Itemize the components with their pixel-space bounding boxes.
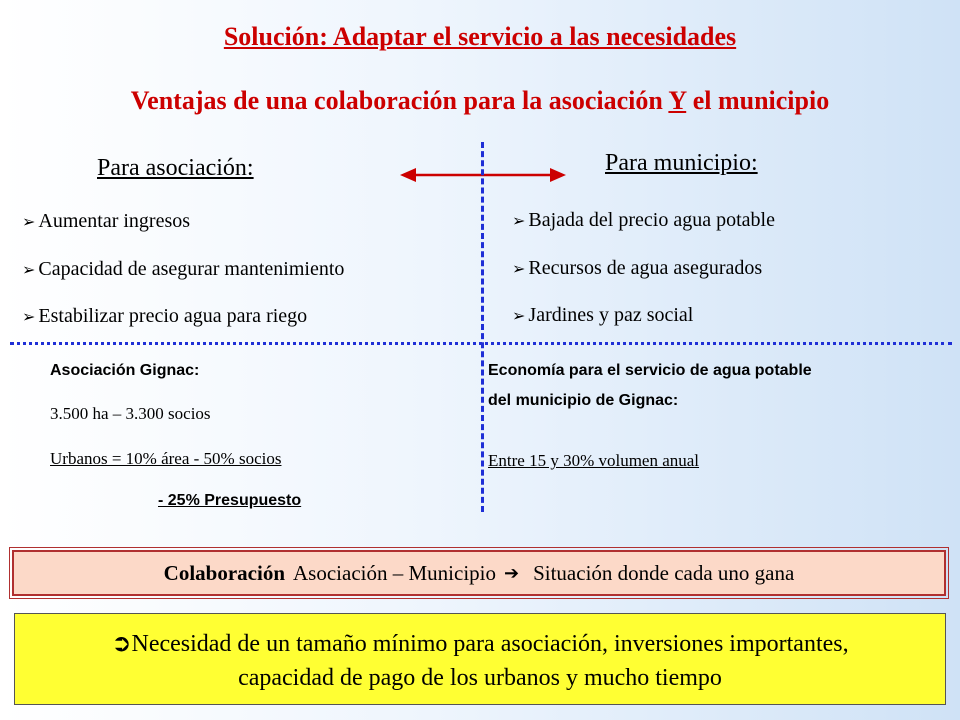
subtitle-y: Y	[668, 86, 687, 115]
municipality-economy-line2: del municipio de Gignac:	[488, 392, 679, 409]
slide-subtitle	[0, 86, 960, 116]
association-bullet-3: ➢ Estabilizar precio agua para riego	[22, 305, 308, 327]
slide-title: Solución: Adaptar el servicio a las necesidades	[223, 22, 737, 51]
right-arrow-icon: ➔	[503, 562, 520, 583]
association-budget: - 25% Presupuesto	[158, 492, 302, 509]
association-name: Asociación Gignac:	[50, 362, 200, 379]
municipality-heading: Para municipio:	[605, 150, 758, 176]
arrowhead-bullet-icon: ➢	[512, 308, 526, 325]
arrowhead-bullet-icon: ➢	[512, 261, 526, 278]
arrowhead-bullet-icon: ➢	[22, 309, 36, 326]
horizontal-divider	[10, 342, 952, 345]
collab-bold: Colaboración	[163, 560, 286, 585]
curved-arrow-icon: ➲	[111, 631, 132, 657]
arrowhead-bullet-icon: ➢	[22, 262, 36, 279]
municipality-bullet-3: ➢ Jardines y paz social	[512, 304, 694, 326]
association-bullet-2: ➢ Capacidad de asegurar mantenimiento	[22, 258, 345, 280]
association-area: 3.500 ha – 3.300 socios	[50, 404, 211, 423]
conclusion-line1: Necesidad de un tamaño mínimo para asociación, inversiones importantes,	[131, 631, 849, 657]
collab-middle: Asociación – Municipio	[293, 560, 496, 585]
conclusion-box	[14, 613, 946, 705]
arrowhead-bullet-icon: ➢	[512, 213, 526, 230]
arrowhead-bullet-icon: ➢	[22, 214, 36, 231]
municipality-bullet-2: ➢ Recursos de agua asegurados	[512, 257, 763, 279]
vertical-divider	[481, 142, 484, 512]
municipality-bullet-1: ➢ Bajada del precio agua potable	[512, 209, 775, 231]
collab-result: Situación donde cada uno gana	[533, 560, 795, 585]
association-heading: Para asociación:	[97, 155, 254, 181]
subtitle-post: el municipio	[686, 86, 830, 115]
conclusion-line2: capacidad de pago de los urbanos y mucho tiempo	[238, 665, 722, 691]
municipality-economy-line1: Economía para el servicio de agua potable	[488, 362, 812, 379]
subtitle-pre: Ventajas de una colaboración para la asociación	[130, 86, 669, 115]
collaboration-box	[12, 550, 946, 596]
association-urban: Urbanos = 10% área - 50% socios	[50, 449, 282, 468]
municipality-range: Entre 15 y 30% volumen anual	[488, 451, 700, 470]
association-bullet-1: ➢ Aumentar ingresos	[22, 210, 191, 232]
